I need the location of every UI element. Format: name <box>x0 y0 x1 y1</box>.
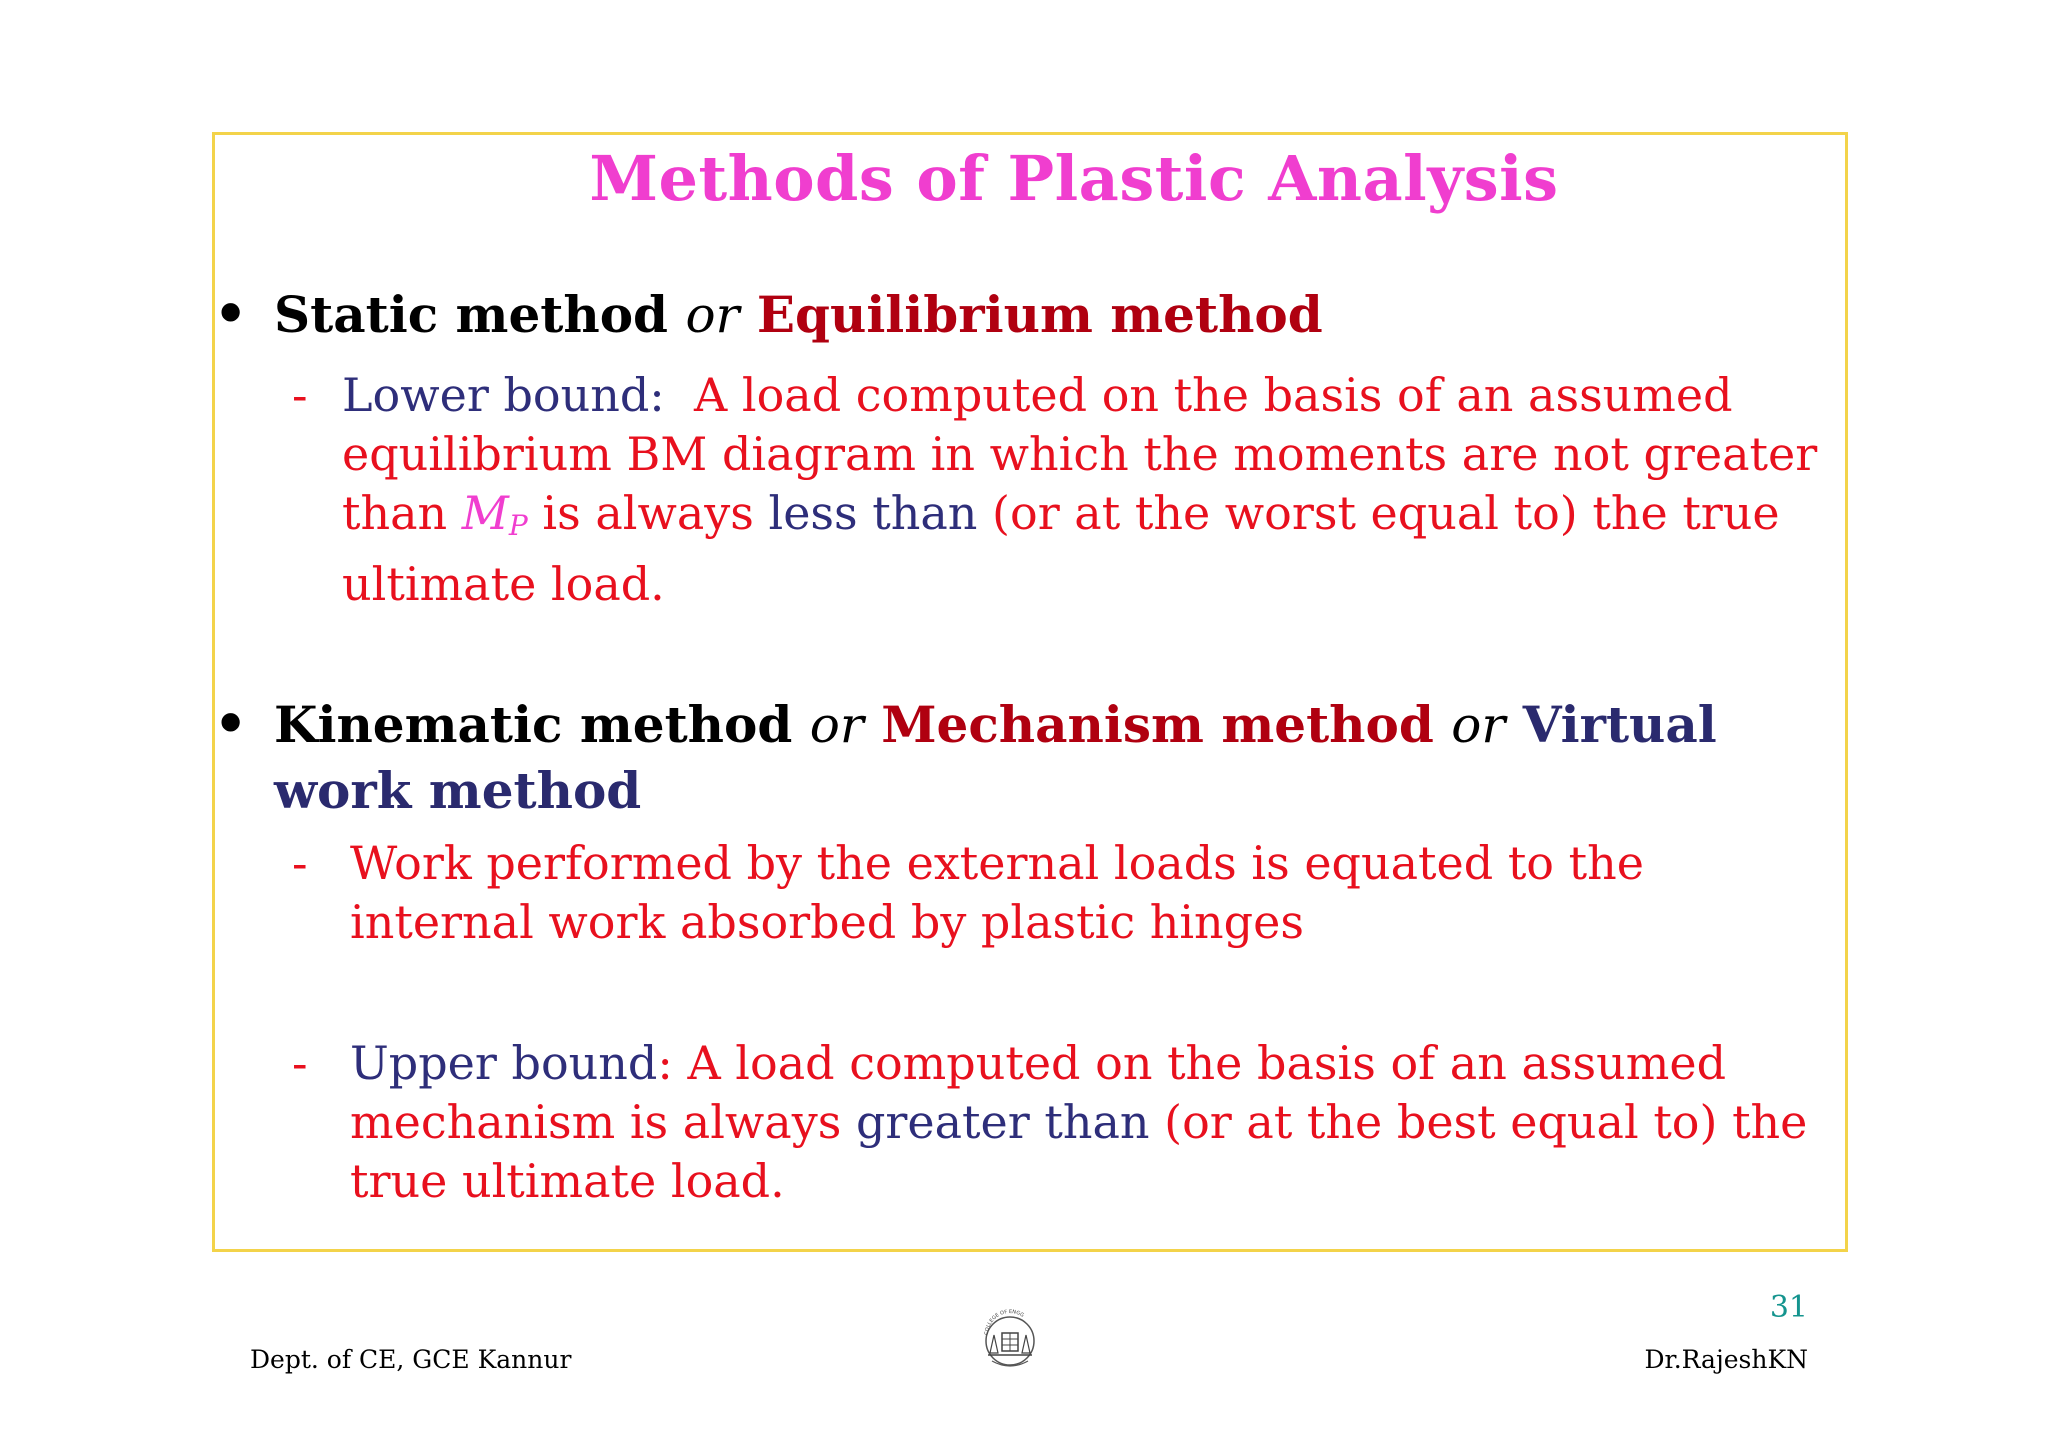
page-number: 31 <box>1769 1290 1808 1325</box>
lower-bound-text-4: (or at the worst equal to) the true ultimate load. <box>342 486 1780 611</box>
kinematic-method-label: Kinematic method <box>274 695 793 754</box>
bullet-dot: • <box>214 694 248 755</box>
logo-text: COLLEGE OF ENGG <box>983 1308 1025 1336</box>
upper-bound-label: Upper bound <box>350 1036 658 1090</box>
virtual-work-method-label: Virtual work method <box>274 695 1717 820</box>
mp-sub: P <box>508 509 528 542</box>
bullet-dot: • <box>214 284 248 345</box>
dash: - <box>292 836 308 890</box>
footer-author: Dr.RajeshKN <box>1644 1345 1808 1374</box>
footer-department: Dept. of CE, GCE Kannur <box>250 1345 572 1374</box>
upper-bound-text-3: (or at the best equal to) the true ultimate load. <box>350 1095 1808 1208</box>
or-connector: or <box>809 696 864 754</box>
upper-bound-text-2: greater than <box>855 1095 1150 1149</box>
lower-bound-label: Lower bound: <box>342 368 665 422</box>
mp-symbol <box>462 486 528 540</box>
bullet-text <box>274 282 1834 348</box>
work-statement-text: Work performed by the external loads is equated to the internal work absorbed by plastic hinges <box>350 836 1644 949</box>
mechanism-method-label: Mechanism method <box>881 695 1434 754</box>
lower-bound-text-2: is always <box>542 486 754 540</box>
lower-bound-text <box>342 366 1882 614</box>
or-connector: or <box>685 286 740 344</box>
lower-bound-text-1: A load computed on the basis of an assumed equilibrium BM diagram in which the moments are not greater than <box>342 368 1818 540</box>
dash: - <box>292 368 308 422</box>
lower-bound-text-3: less than <box>768 486 978 540</box>
or-connector: or <box>1451 696 1506 754</box>
upper-bound-text <box>350 1034 1850 1211</box>
svg-text:COLLEGE OF ENGG <box>984 1309 1025 1335</box>
dash: - <box>292 1036 308 1090</box>
slide-title: Methods of Plastic Analysis <box>589 142 1559 215</box>
upper-bound-text-1: : A load computed on the basis of an assumed mechanism is always <box>350 1036 1727 1149</box>
mp-main: M <box>461 486 509 540</box>
equilibrium-method-label: Equilibrium method <box>756 285 1323 344</box>
bullet-text <box>274 692 1774 824</box>
static-method-label: Static method <box>274 285 669 344</box>
college-logo-icon <box>978 1305 1042 1381</box>
